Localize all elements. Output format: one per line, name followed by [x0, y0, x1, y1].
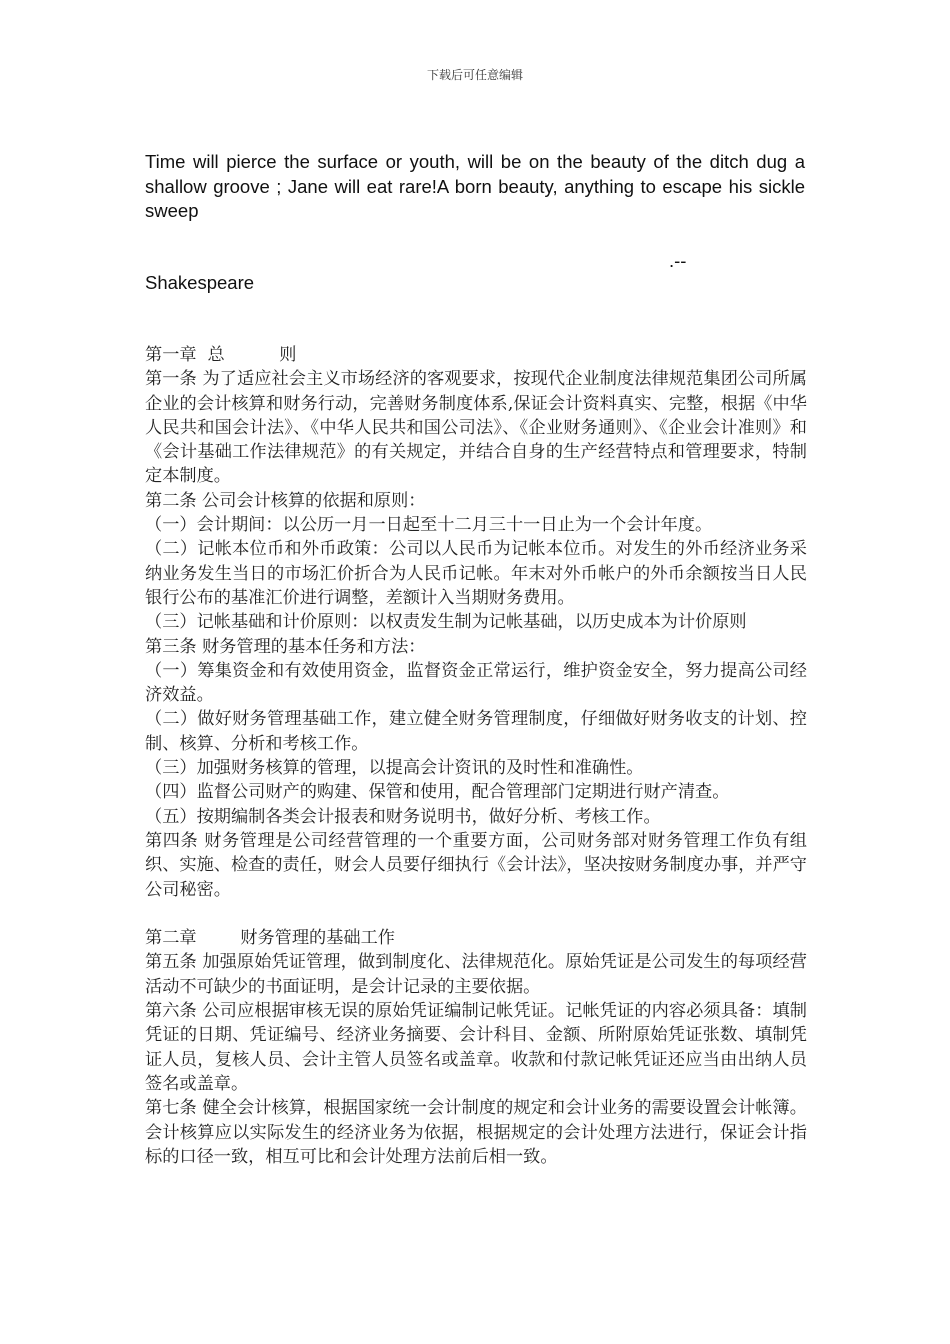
article-5: 第五条 加强原始凭证管理，做到制度化、法律规范化。原始凭证是公司发生的每项经营活动不可缺少的书面证明，是会计记录的主要依据。	[145, 952, 807, 997]
header-note: 下载后可任意编辑	[426, 68, 523, 82]
article-2: 第二条 公司会计核算的依据和原则：	[145, 490, 426, 511]
article-4: 第四条 财务管理是公司经营管理的一个重要方面，公司财务部对财务管理工作负有组织、实施、检查的责任，财会人员要仔细执行《会计法》，坚决按财务制度办事，并严守公司秘密。	[145, 830, 807, 900]
document-body	[145, 343, 807, 1169]
quote-text: Time will pierce the surface or youth, will be on the beauty of the ditch dug a shallow groove ; Jane will eat rare!A born beauty, anything to escape his sickle sweep	[145, 151, 805, 221]
article-2-item-3: （三）记帐基础和计价原则：以权责发生制为记帐基础，以历史成本为计价原则	[145, 612, 747, 633]
chapter-1-title: 第一章 总 则	[145, 345, 297, 365]
quote-dash: .--	[669, 250, 687, 271]
article-1: 第一条 为了适应社会主义市场经济的客观要求，按现代企业制度法律规范集团公司所属企业的会计核算和财务行动，完善财务制度体系,保证会计资料真实、完整，根据《中华人民共和国会计法》、《中华人民共和国公司法》、《企业财务通则》、《企业会计准则》和《会计基础工作法律规范》的有关规定，并结合自身的生产经营特点和管理要求，特制定本制度。	[145, 369, 807, 487]
article-3-item-4: （四）监督公司财产的购建、保管和使用，配合管理部门定期进行财产清查。	[145, 782, 730, 803]
article-2-item-2: （二）记帐本位币和外币政策：公司以人民币为记帐本位币。对发生的外币经济业务采纳业务发生当日的市场汇价折合为人民币记帐。年末对外币帐户的外币余额按当日人民银行公布的基准汇价进行调整，差额计入当期财务费用。	[145, 539, 807, 608]
article-3-item-5: （五）按期编制各类会计报表和财务说明书，做好分析、考核工作。	[145, 806, 661, 827]
chapter-2-title: 第二章 财务管理的基础工作	[145, 928, 395, 949]
article-6: 第六条 公司应根据审核无误的原始凭证编制记帐凭证。记帐凭证的内容必须具备：填制凭证的日期、凭证编号、经济业务摘要、会计科目、金额、所附原始凭证张数、填制凭证人员，复核人员、会计主管人员签名或盖章。收款和付款记帐凭证还应当由出纳人员签名或盖章。	[145, 1001, 807, 1094]
article-3-item-1: （一）筹集资金和有效使用资金，监督资金正常运行，维护资金安全，努力提高公司经济效益。	[145, 660, 807, 706]
article-2-item-1: （一）会计期间：以公历一月一日起至十二月三十一日止为一个会计年度。	[145, 515, 713, 536]
article-3-item-3: （三）加强财务核算的管理，以提高会计资讯的及时性和准确性。	[145, 758, 644, 779]
article-3-item-2: （二）做好财务管理基础工作，建立健全财务管理制度，仔细做好财务收支的计划、控制、核算、分析和考核工作。	[145, 709, 807, 754]
section-gap	[145, 902, 807, 926]
quote-author: Shakespeare	[145, 272, 255, 293]
article-3: 第三条 财务管理的基本任务和方法：	[145, 636, 426, 657]
article-7: 第七条 健全会计核算，根据国家统一会计制度的规定和会计业务的需要设置会计帐簿。会计核算应以实际发生的经济业务为依据，根据规定的会计处理方法进行，保证会计指标的口径一致，相互可比和会计处理方法前后相一致。	[145, 1098, 807, 1167]
